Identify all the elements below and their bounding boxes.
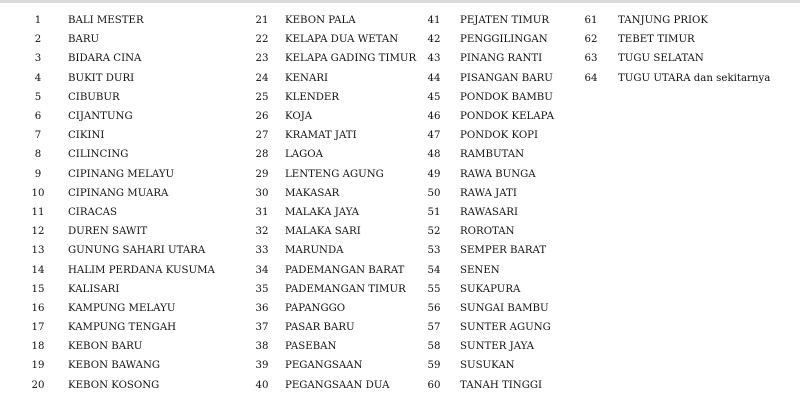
list-item xyxy=(22,49,215,68)
list-column-2 xyxy=(244,11,416,395)
item-number: 18 xyxy=(31,341,45,353)
item-number: 6 xyxy=(34,111,42,123)
item-name: PADEMANGAN TIMUR xyxy=(285,283,406,295)
list-item xyxy=(244,11,416,30)
list-item xyxy=(418,88,554,107)
list-item xyxy=(418,11,554,30)
item-number: 30 xyxy=(255,187,269,199)
item-name: MALAKA JAYA xyxy=(285,206,360,218)
list-item xyxy=(576,11,770,30)
list-item xyxy=(418,241,554,260)
item-number: 31 xyxy=(255,206,269,218)
item-name: TEBET TIMUR xyxy=(618,34,695,46)
list-item xyxy=(418,222,554,241)
list-item xyxy=(418,318,554,337)
item-name: BUKIT DURI xyxy=(68,72,135,84)
item-number: 11 xyxy=(31,206,45,218)
item-number: 43 xyxy=(427,53,441,65)
item-number: 62 xyxy=(584,34,598,46)
item-name: KELAPA GADING TIMUR xyxy=(285,53,417,65)
item-name: TANAH TINGGI xyxy=(460,379,543,391)
item-name: SUNGAI BAMBU xyxy=(460,302,549,314)
list-item xyxy=(418,49,554,68)
item-name: PONDOK BAMBU xyxy=(460,91,553,103)
item-name: TANJUNG PRIOK xyxy=(618,15,708,27)
list-item xyxy=(22,145,215,164)
item-number: 51 xyxy=(427,206,441,218)
item-name: CIPINANG MUARA xyxy=(68,187,169,199)
list-item xyxy=(244,318,416,337)
list-item xyxy=(576,49,770,68)
list-item xyxy=(418,69,554,88)
item-number: 59 xyxy=(427,360,441,372)
list-item xyxy=(244,203,416,222)
list-item xyxy=(244,241,416,260)
item-name: PONDOK KELAPA xyxy=(460,111,554,123)
list-item xyxy=(418,107,554,126)
list-column-3 xyxy=(418,11,554,395)
item-number: 10 xyxy=(31,187,45,199)
item-number: 13 xyxy=(31,245,45,257)
list-item xyxy=(418,203,554,222)
item-number: 61 xyxy=(584,15,598,27)
item-name: PADEMANGAN BARAT xyxy=(285,264,405,276)
item-name: GUNUNG SAHARI UTARA xyxy=(68,245,206,257)
item-number: 47 xyxy=(427,130,441,142)
item-number: 53 xyxy=(427,245,441,257)
item-name: PEGANGSAAN xyxy=(285,360,363,372)
item-number: 20 xyxy=(31,379,45,391)
item-name: BARU xyxy=(68,34,100,46)
list-item xyxy=(22,107,215,126)
item-name: SUNTER JAYA xyxy=(460,341,534,353)
list-item xyxy=(244,260,416,279)
list-item xyxy=(22,299,215,318)
item-number: 52 xyxy=(427,226,441,238)
list-item xyxy=(244,49,416,68)
list-item xyxy=(22,88,215,107)
item-name: PASEBAN xyxy=(285,341,337,353)
list-item xyxy=(418,299,554,318)
item-name: PONDOK KOPI xyxy=(460,130,539,142)
item-number: 41 xyxy=(427,15,441,27)
item-name: RAMBUTAN xyxy=(460,149,525,161)
list-item xyxy=(22,337,215,356)
item-name: CIKINI xyxy=(68,130,105,142)
item-name: KEBON BAWANG xyxy=(68,360,161,372)
list-item xyxy=(244,299,416,318)
item-number: 64 xyxy=(584,72,598,84)
item-name: DUREN SAWIT xyxy=(68,226,148,238)
item-number: 16 xyxy=(31,302,45,314)
item-number: 34 xyxy=(255,264,269,276)
item-name: KLENDER xyxy=(285,91,340,103)
item-name: KRAMAT JATI xyxy=(285,130,357,142)
item-number: 55 xyxy=(427,283,441,295)
list-item xyxy=(244,30,416,49)
item-number: 27 xyxy=(255,130,269,142)
list-item xyxy=(244,145,416,164)
list-item xyxy=(244,280,416,299)
list-item xyxy=(418,356,554,375)
item-number: 21 xyxy=(255,15,269,27)
item-name: SUSUKAN xyxy=(460,360,515,372)
item-name: SEMPER BARAT xyxy=(460,245,547,257)
list-item xyxy=(418,184,554,203)
item-number: 54 xyxy=(427,264,441,276)
item-number: 42 xyxy=(427,34,441,46)
list-item xyxy=(244,126,416,145)
list-item xyxy=(22,260,215,279)
item-number: 58 xyxy=(427,341,441,353)
item-name: LAGOA xyxy=(285,149,323,161)
item-name: MAKASAR xyxy=(285,187,340,199)
item-name: BIDARA CINA xyxy=(68,53,142,65)
item-number: 15 xyxy=(31,283,45,295)
item-number: 7 xyxy=(34,130,42,142)
list-column-1 xyxy=(22,11,215,395)
item-name: CILINCING xyxy=(68,149,129,161)
item-name: PINANG RANTI xyxy=(460,53,543,65)
item-number: 57 xyxy=(427,322,441,334)
item-name: TUGU SELATAN xyxy=(618,53,704,65)
list-item xyxy=(22,356,215,375)
list-item xyxy=(22,280,215,299)
item-name: KALISARI xyxy=(68,283,120,295)
item-number: 49 xyxy=(427,168,441,180)
item-number: 1 xyxy=(34,15,42,27)
item-name: KELAPA DUA WETAN xyxy=(285,34,399,46)
item-name: KAMPUNG MELAYU xyxy=(68,302,176,314)
item-number: 48 xyxy=(427,149,441,161)
item-name: KAMPUNG TENGAH xyxy=(68,322,177,334)
item-number: 50 xyxy=(427,187,441,199)
item-number: 26 xyxy=(255,111,269,123)
item-name: PEGANGSAAN DUA xyxy=(285,379,390,391)
item-name: KEBON KOSONG xyxy=(68,379,160,391)
item-name: PENGGILINGAN xyxy=(460,34,548,46)
item-name: KEBON PALA xyxy=(285,15,356,27)
item-name: KENARI xyxy=(285,72,329,84)
list-item xyxy=(576,30,770,49)
item-name: SUNTER AGUNG xyxy=(460,322,551,334)
item-number: 24 xyxy=(255,72,269,84)
list-item xyxy=(22,184,215,203)
item-name: CIJANTUNG xyxy=(68,111,133,123)
list-item xyxy=(244,184,416,203)
item-number: 38 xyxy=(255,341,269,353)
page-top-edge xyxy=(0,0,800,3)
list-item xyxy=(22,222,215,241)
item-number: 12 xyxy=(31,226,45,238)
item-number: 22 xyxy=(255,34,269,46)
list-item xyxy=(418,145,554,164)
item-number: 46 xyxy=(427,111,441,123)
list-item xyxy=(418,260,554,279)
item-name: MALAKA SARI xyxy=(285,226,361,238)
item-number: 9 xyxy=(34,168,42,180)
list-item xyxy=(22,69,215,88)
item-number: 28 xyxy=(255,149,269,161)
list-item xyxy=(22,241,215,260)
list-item xyxy=(22,318,215,337)
list-item xyxy=(576,69,770,88)
list-item xyxy=(244,88,416,107)
list-item xyxy=(418,165,554,184)
list-item xyxy=(418,280,554,299)
area-list xyxy=(0,11,800,411)
list-item xyxy=(244,337,416,356)
item-name: PAPANGGO xyxy=(285,302,346,314)
item-name: TUGU UTARA dan sekitarnya xyxy=(618,72,771,84)
item-number: 29 xyxy=(255,168,269,180)
item-number: 2 xyxy=(34,34,42,46)
list-item xyxy=(244,222,416,241)
item-number: 37 xyxy=(255,322,269,334)
item-number: 56 xyxy=(427,302,441,314)
item-number: 8 xyxy=(34,149,42,161)
item-number: 44 xyxy=(427,72,441,84)
item-number: 35 xyxy=(255,283,269,295)
item-number: 23 xyxy=(255,53,269,65)
list-item xyxy=(418,30,554,49)
item-number: 63 xyxy=(584,53,598,65)
item-name: PISANGAN BARU xyxy=(460,72,553,84)
item-name: SUKAPURA xyxy=(460,283,521,295)
item-number: 60 xyxy=(427,379,441,391)
item-name: CIRACAS xyxy=(68,206,117,218)
list-item xyxy=(418,376,554,395)
item-name: PEJATEN TIMUR xyxy=(460,15,550,27)
list-item xyxy=(22,203,215,222)
item-name: HALIM PERDANA KUSUMA xyxy=(68,264,215,276)
item-name: RAWA BUNGA xyxy=(460,168,536,180)
item-number: 14 xyxy=(31,264,45,276)
item-number: 5 xyxy=(34,91,42,103)
list-item xyxy=(22,126,215,145)
item-name: RAWASARI xyxy=(460,206,518,218)
list-item xyxy=(22,11,215,30)
item-name: CIBUBUR xyxy=(68,91,120,103)
item-number: 39 xyxy=(255,360,269,372)
item-number: 36 xyxy=(255,302,269,314)
item-number: 33 xyxy=(255,245,269,257)
item-name: RAWA JATI xyxy=(460,187,517,199)
item-name: MARUNDA xyxy=(285,245,344,257)
item-name: KOJA xyxy=(285,111,313,123)
list-item xyxy=(22,376,215,395)
item-name: BALI MESTER xyxy=(68,15,144,27)
list-item xyxy=(22,30,215,49)
list-item xyxy=(244,69,416,88)
list-item xyxy=(418,126,554,145)
item-number: 40 xyxy=(255,379,269,391)
list-item xyxy=(244,107,416,126)
item-number: 32 xyxy=(255,226,269,238)
item-name: LENTENG AGUNG xyxy=(285,168,384,180)
item-number: 19 xyxy=(31,360,45,372)
list-item xyxy=(244,356,416,375)
list-item xyxy=(244,376,416,395)
item-number: 3 xyxy=(34,53,42,65)
item-name: CIPINANG MELAYU xyxy=(68,168,175,180)
item-name: ROROTAN xyxy=(460,226,515,238)
item-name: KEBON BARU xyxy=(68,341,143,353)
item-number: 45 xyxy=(427,91,441,103)
item-number: 17 xyxy=(31,322,45,334)
item-number: 25 xyxy=(255,91,269,103)
list-item xyxy=(244,165,416,184)
list-column-4 xyxy=(576,11,770,88)
item-name: SENEN xyxy=(460,264,500,276)
list-item xyxy=(22,165,215,184)
item-number: 4 xyxy=(34,72,42,84)
list-item xyxy=(418,337,554,356)
item-name: PASAR BARU xyxy=(285,322,355,334)
